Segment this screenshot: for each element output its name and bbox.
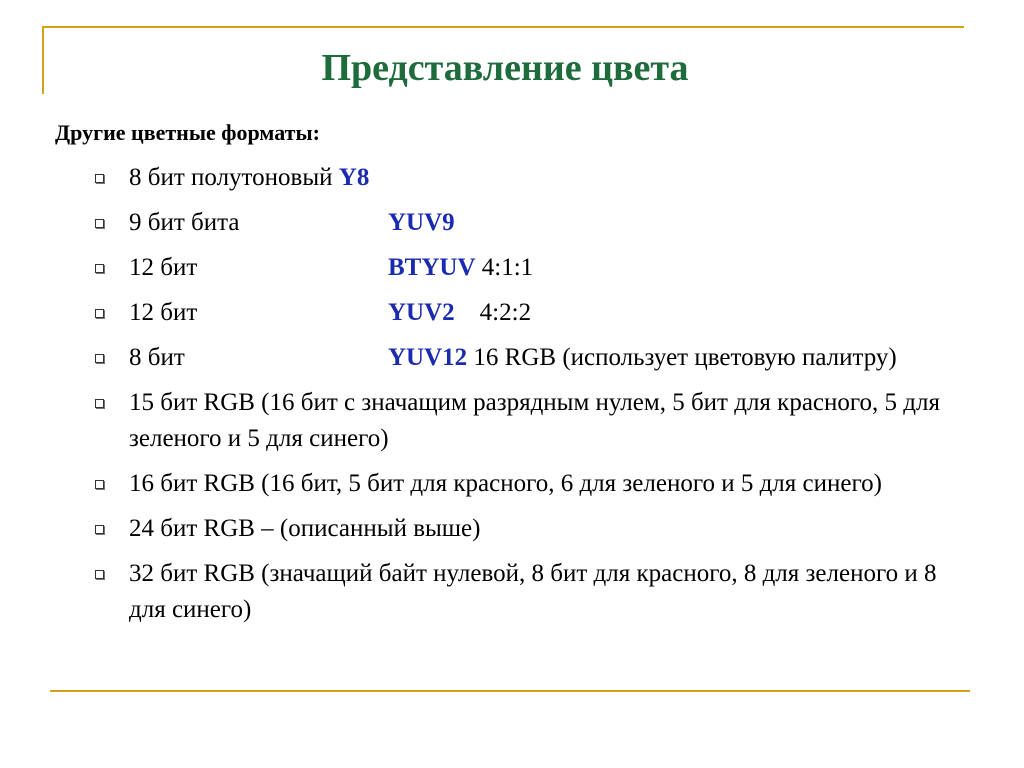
slide-subtitle: Другие цветные форматы: <box>55 120 320 145</box>
format-code: Y8 <box>338 164 370 191</box>
frame-bottom-line <box>50 690 970 692</box>
item-text: 9 бит бита <box>129 209 240 236</box>
square-bullet-icon <box>95 480 104 489</box>
square-bullet-icon <box>95 309 104 318</box>
format-code: YUV9 <box>388 209 455 236</box>
item-text: 15 бит RGB (16 бит с значащим разрядным нулем, 5 бит для красного, 5 для зеленого и 5 для синего) <box>129 389 940 452</box>
slide-title: Представление цвета <box>321 47 689 89</box>
item-suffix: 4:1:1 <box>475 254 534 281</box>
item-suffix: 4:2:2 <box>454 299 532 326</box>
item-text: 32 бит RGB (значащий байт нулевой, 8 бит для красного, 8 для зеленого и 8 для синего) <box>129 560 937 623</box>
square-bullet-icon <box>95 354 104 363</box>
list-item-yuv12 <box>95 340 955 376</box>
list-item-btyuv <box>95 250 955 286</box>
list-item-y8 <box>95 160 955 196</box>
item-text: 8 бит полутоновый <box>129 164 339 191</box>
frame-top-line <box>42 26 964 28</box>
list-item-rgb15 <box>95 385 955 457</box>
list-item-rgb24 <box>95 511 955 547</box>
item-suffix: 16 RGB (использует цветовую палитру) <box>467 344 897 371</box>
list-item-rgb16 <box>95 466 955 502</box>
square-bullet-icon <box>95 174 104 183</box>
square-bullet-icon <box>95 219 104 228</box>
item-text: 12 бит <box>129 299 198 326</box>
format-code: YUV12 <box>388 344 468 371</box>
list-item-rgb32 <box>95 556 955 628</box>
square-bullet-icon <box>95 570 104 579</box>
square-bullet-icon <box>95 525 104 534</box>
item-text: 12 бит <box>129 254 198 281</box>
item-text: 8 бит <box>129 344 185 371</box>
list-item-yuv9 <box>95 205 955 241</box>
item-text: 24 бит RGB – (описанный выше) <box>129 515 481 542</box>
item-text: 16 бит RGB (16 бит, 5 бит для красного, 6 для зеленого и 5 для синего) <box>129 470 882 497</box>
square-bullet-icon <box>95 399 104 408</box>
list-item-yuv2 <box>95 295 955 331</box>
square-bullet-icon <box>95 264 104 273</box>
format-code: YUV2 <box>388 299 455 326</box>
format-list <box>95 160 955 636</box>
format-code: BTYUV <box>388 254 476 281</box>
